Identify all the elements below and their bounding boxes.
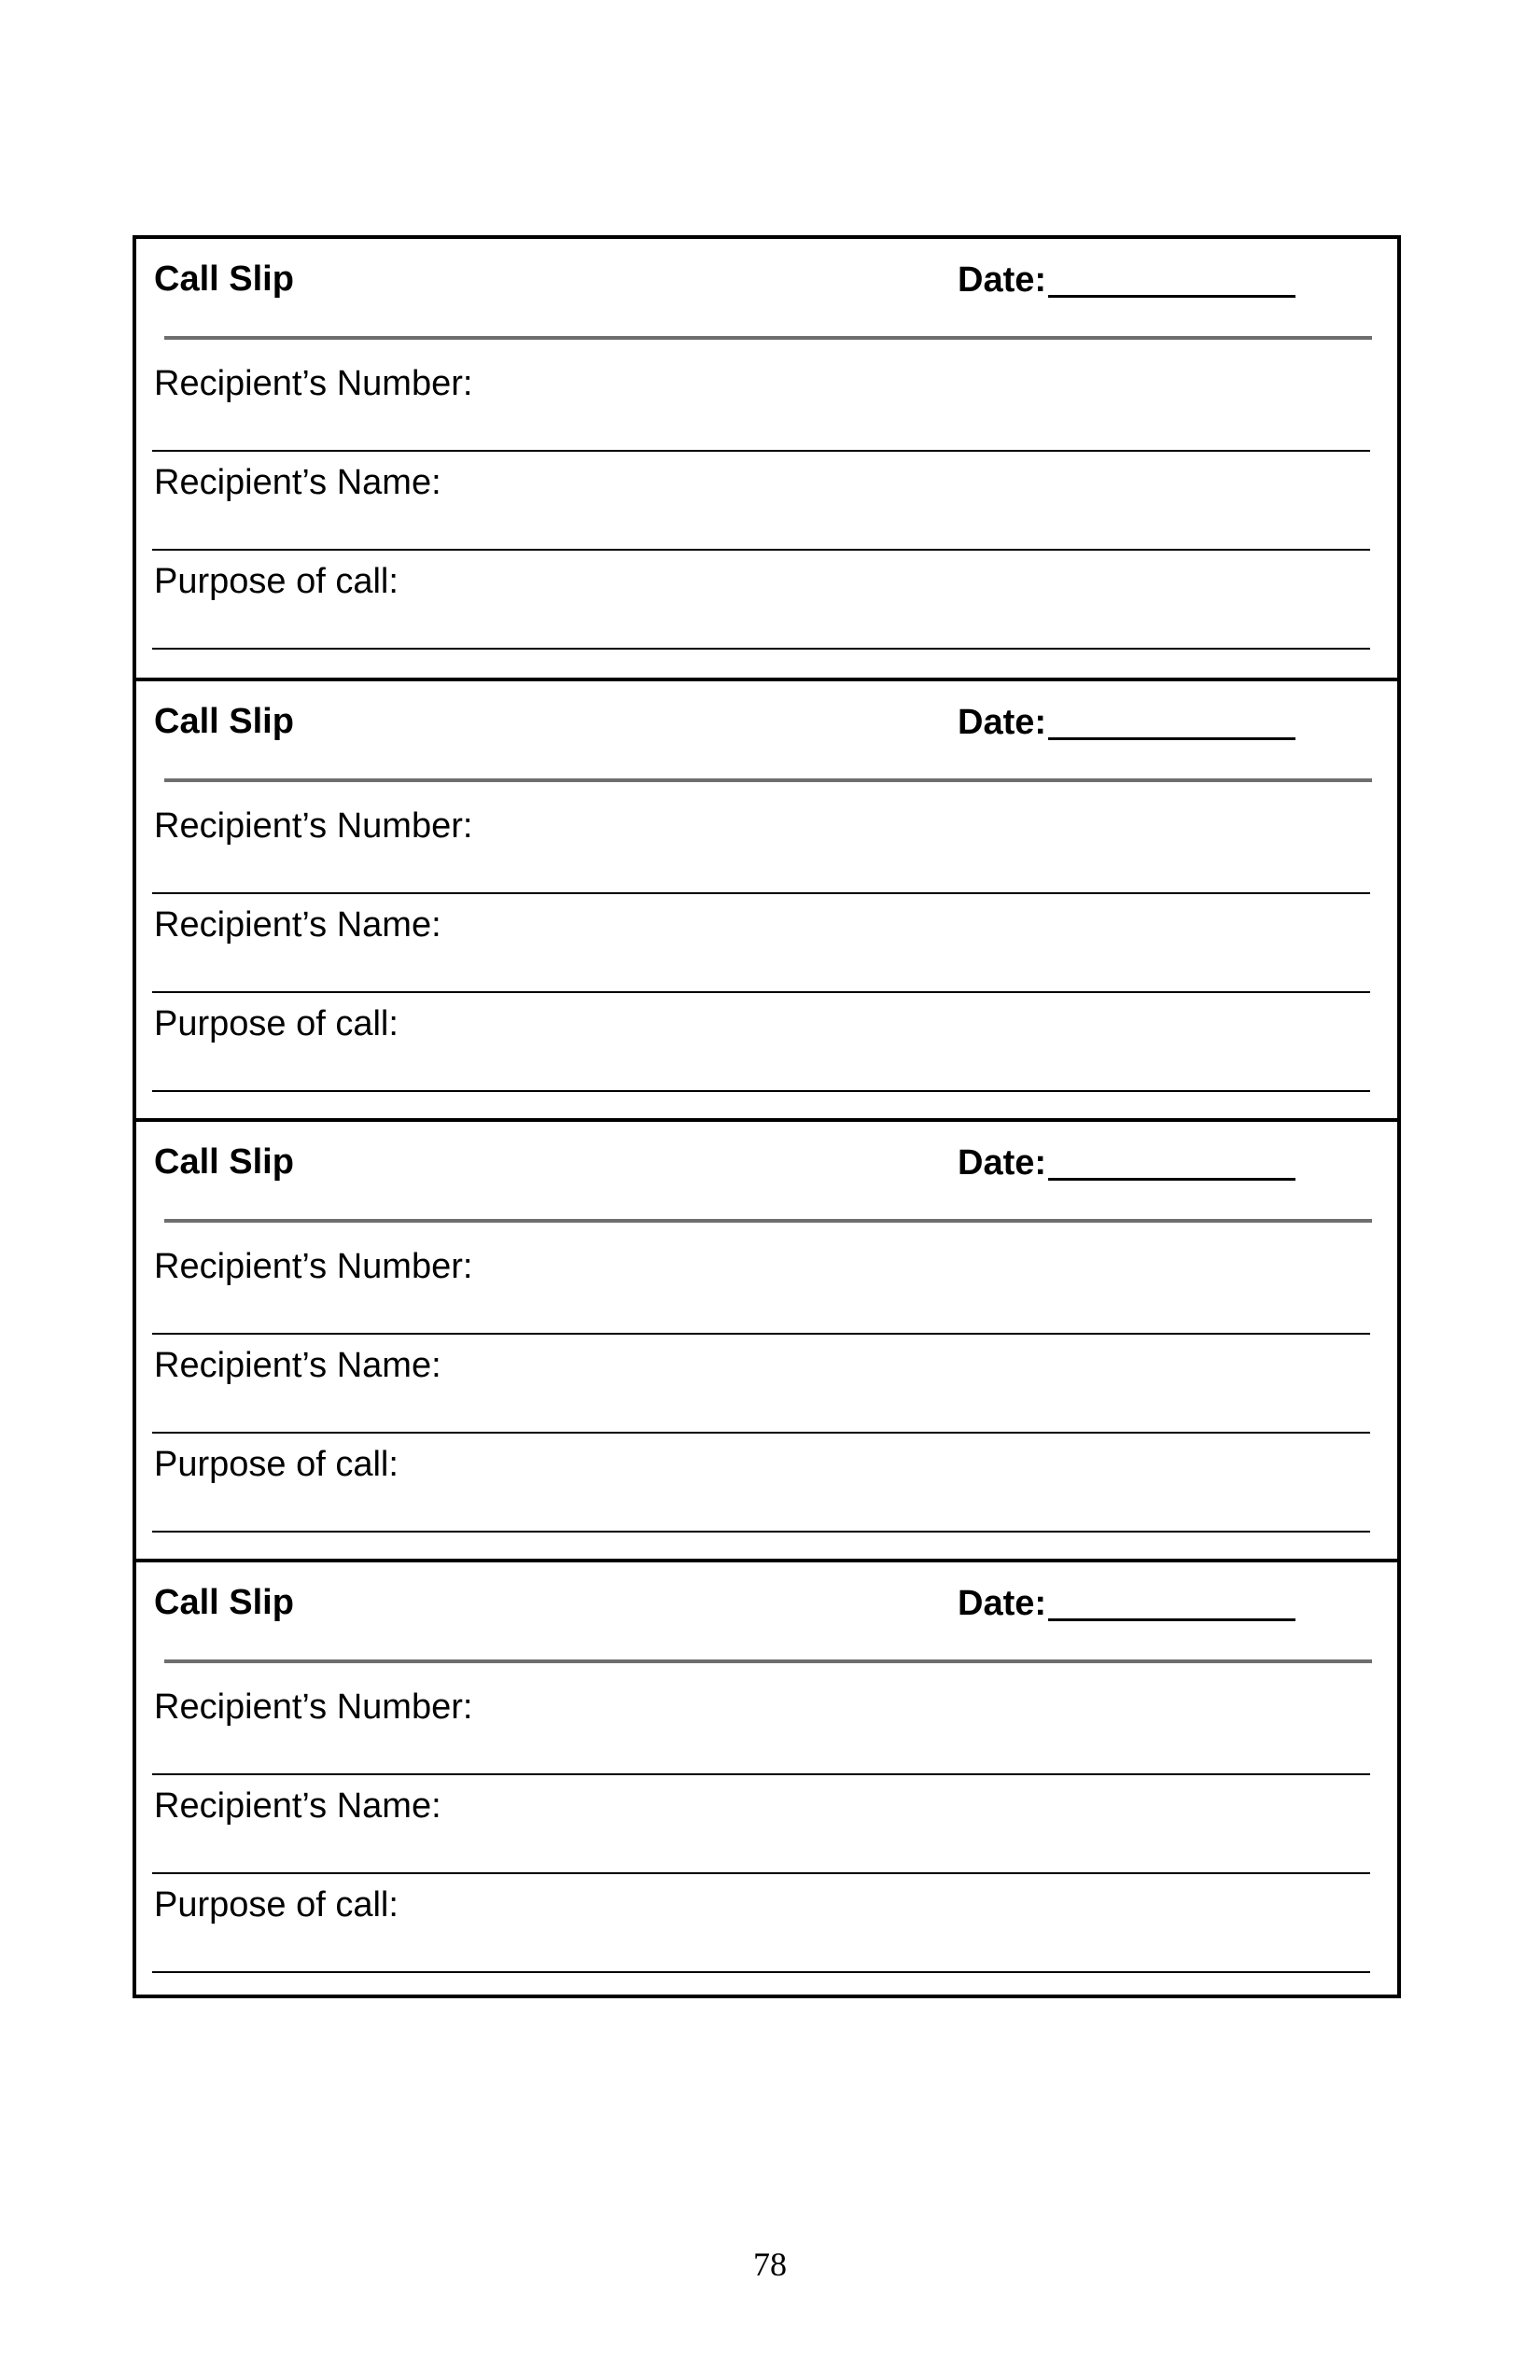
recipient-number-label: Recipient’s Number: [154,364,473,403]
recipient-name-line[interactable] [152,1872,1370,1874]
recipient-name-line[interactable] [152,991,1370,993]
purpose-of-call-line[interactable] [152,648,1370,650]
call-slip-4 [136,1559,1397,1995]
recipient-name-line[interactable] [152,1432,1370,1434]
header-divider [164,778,1372,782]
slip-title: Call Slip [154,702,294,741]
recipient-number-line[interactable] [152,892,1370,894]
recipient-name-line[interactable] [152,549,1370,551]
header-divider [164,336,1372,340]
date-field[interactable] [958,261,1295,298]
call-slip-sheet [133,235,1401,1998]
recipient-number-line[interactable] [152,450,1370,452]
purpose-of-call-line[interactable] [152,1090,1370,1092]
slip-title: Call Slip [154,1583,294,1622]
date-blank-line[interactable] [1048,704,1295,740]
date-blank-line[interactable] [1048,1144,1295,1181]
page-number: 78 [753,2246,787,2283]
slip-title: Call Slip [154,1142,294,1182]
call-slip-3 [136,1118,1397,1559]
purpose-of-call-label: Purpose of call: [154,1004,399,1043]
date-label: Date: [958,703,1047,742]
recipient-name-label: Recipient’s Name: [154,463,441,502]
purpose-of-call-label: Purpose of call: [154,1885,399,1925]
recipient-name-label: Recipient’s Name: [154,905,441,945]
recipient-number-line[interactable] [152,1773,1370,1775]
date-field[interactable] [958,704,1295,740]
recipient-name-label: Recipient’s Name: [154,1786,441,1826]
purpose-of-call-label: Purpose of call: [154,1445,399,1484]
date-label: Date: [958,1584,1047,1623]
recipient-number-line[interactable] [152,1333,1370,1335]
date-blank-line[interactable] [1048,1585,1295,1621]
purpose-of-call-line[interactable] [152,1531,1370,1533]
date-blank-line[interactable] [1048,261,1295,298]
purpose-of-call-line[interactable] [152,1971,1370,1973]
recipient-number-label: Recipient’s Number: [154,1687,473,1727]
date-label: Date: [958,260,1047,300]
header-divider [164,1659,1372,1663]
recipient-number-label: Recipient’s Number: [154,1247,473,1286]
recipient-name-label: Recipient’s Name: [154,1346,441,1385]
call-slip-1 [136,239,1397,678]
purpose-of-call-label: Purpose of call: [154,562,399,601]
slip-title: Call Slip [154,259,294,299]
recipient-number-label: Recipient’s Number: [154,806,473,846]
date-label: Date: [958,1143,1047,1183]
call-slip-2 [136,678,1397,1118]
date-field[interactable] [958,1585,1295,1621]
date-field[interactable] [958,1144,1295,1181]
header-divider [164,1219,1372,1223]
